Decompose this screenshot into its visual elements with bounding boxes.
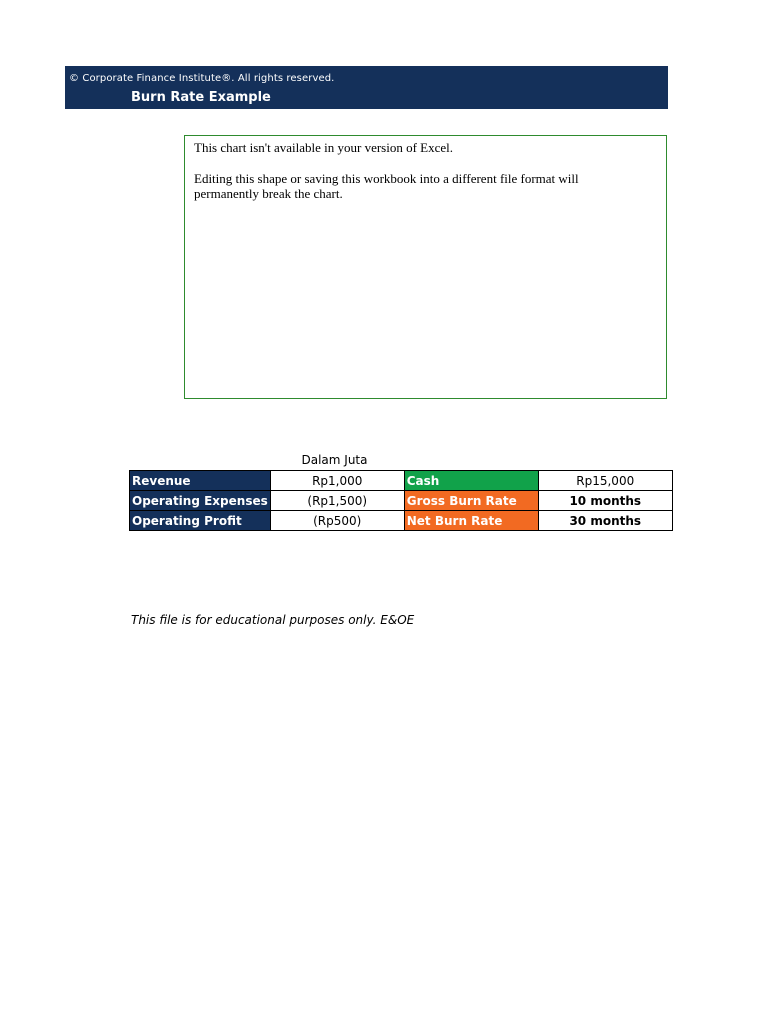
- gross-burn-rate-label[interactable]: Gross Burn Rate: [404, 491, 538, 511]
- table-row: [130, 511, 673, 531]
- operating-expenses-label[interactable]: Operating Expenses: [130, 491, 271, 511]
- net-burn-rate-value[interactable]: 30 months: [538, 511, 672, 531]
- page-title: Burn Rate Example: [131, 90, 271, 105]
- revenue-value[interactable]: Rp1,000: [270, 471, 404, 491]
- disclaimer-text: This file is for educational purposes only. E&OE: [131, 613, 415, 627]
- revenue-label[interactable]: Revenue: [130, 471, 271, 491]
- operating-profit-value[interactable]: (Rp500): [270, 511, 404, 531]
- chart-unavailable-message: This chart isn't available in your version of Excel.: [194, 140, 454, 155]
- burn-rate-table: [129, 470, 673, 531]
- unit-label: Dalam Juta: [301, 453, 368, 467]
- cash-label[interactable]: Cash: [404, 471, 538, 491]
- chart-warning-message: Editing this shape or saving this workbook into a different file format will permanently break the chart.: [194, 171, 579, 201]
- net-burn-rate-label[interactable]: Net Burn Rate: [404, 511, 538, 531]
- header-banner: [65, 66, 668, 109]
- copyright-notice: © Corporate Finance Institute®. All rights reserved.: [69, 73, 335, 84]
- gross-burn-rate-value[interactable]: 10 months: [538, 491, 672, 511]
- operating-expenses-value[interactable]: (Rp1,500): [270, 491, 404, 511]
- table-row: [130, 491, 673, 511]
- table-row: [130, 471, 673, 491]
- cash-value[interactable]: Rp15,000: [538, 471, 672, 491]
- operating-profit-label[interactable]: Operating Profit: [130, 511, 271, 531]
- chart-placeholder-shape[interactable]: [184, 135, 667, 399]
